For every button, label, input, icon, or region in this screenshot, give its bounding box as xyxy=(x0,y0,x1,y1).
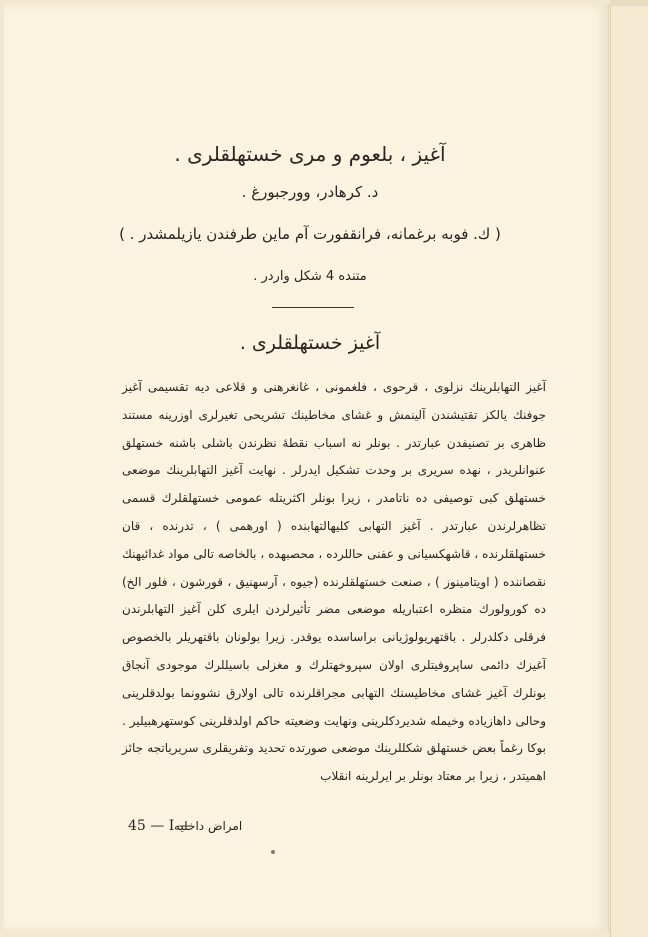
figures-note: متنده 4 شكل واردر . xyxy=(253,269,367,284)
adjacent-page-edge xyxy=(610,0,648,937)
page-footer xyxy=(128,818,548,838)
chapter-title: آغيز ، بلعوم و مرى خستهلقلرى . xyxy=(174,142,446,166)
title-divider xyxy=(272,307,354,308)
body-paragraph: آغيز التهابلرينك نزلوى ، قرحوى ، فلغمونى ، غانغرهنى و قلاعى ديه تقسيمى آغيز جوفنك يالكز تقتيشندن آلينمش و غشاى مخاطينك تشريحى تغيرلرى اوزرينه مستند ظاهرى بر تصنيفدن عبارتدر . بونلر نه اسباب نقطهٔ نظرندن باشلى باشنه خستهلق عنوانلريدر ، نهده سريرى بر وحدت تشكيل ايدرلر . نهايت آغيز التهابلرينك موضعى خستهلق كبى توصيفى ده ناتامدر ، زيرا بونلر اكثريتله عمومى خستهلقلرك قسمى تظاهرلرندن عبارتدر . آغيز التهابى كليهالتهابنده ( اورهمى ) ، تدرنده ، قان خستهلقلرنده ، قاشهكسيانى و عفنى حاللرده ، محصبهده ، بالخاصه تالى مواد غدائيهنك نقصاننده ( اويتامينوز ) ، صنعت خستهلقلرنده (جيوه ، آرسهنيق ، قورشون ، فلور الخ) ده كورولورك منظره اعتباريله موضعى مضر تأثيرلردن ايلرى كلن آغيز التهابلرندن فرقلى دكلدرلر . باقتهريولوژيانى براساسده يوقدر. زيرا بولونان باقتهريلر بالخصوص آغيزك دائمى ساپروفيتلرى اولان سپروخهتلرك و مغزلى باسيللرك موجودى آنجاق بونلرك آغيز غشاى مخاطيسنك التهابى مجراقلرنده تالى اولارق نشوونما بولدقلرينى وحالى داهازياده وخيمله شديردكلرينى ونهايت وضعيته حاكم اولدقلرينى كوستهرهبيلير . بوكا رغماً بعض خستهلق شكللرينك موضعى صورتده تحديد وتفريقلرى سريرياتجه جائز اهميتدر ، زيرا بر معتاد بونلر بر ايرلرينه انقلاب xyxy=(122,380,546,784)
author-line: د. كرهادر، وورجبورغ . xyxy=(241,183,379,201)
body-text xyxy=(122,374,546,791)
running-title: امراض داخليه xyxy=(174,819,243,833)
page-number: 45 — I — xyxy=(128,818,193,834)
section-heading: آغيز خستهلقلرى . xyxy=(239,332,381,354)
page-top-shadow xyxy=(610,0,648,6)
translator-note: ( ك. فوبه برغمانه، فرانقفورت آم ماين طرفندن يازيلمشدر . ) xyxy=(119,225,501,243)
ink-speck xyxy=(271,850,275,854)
